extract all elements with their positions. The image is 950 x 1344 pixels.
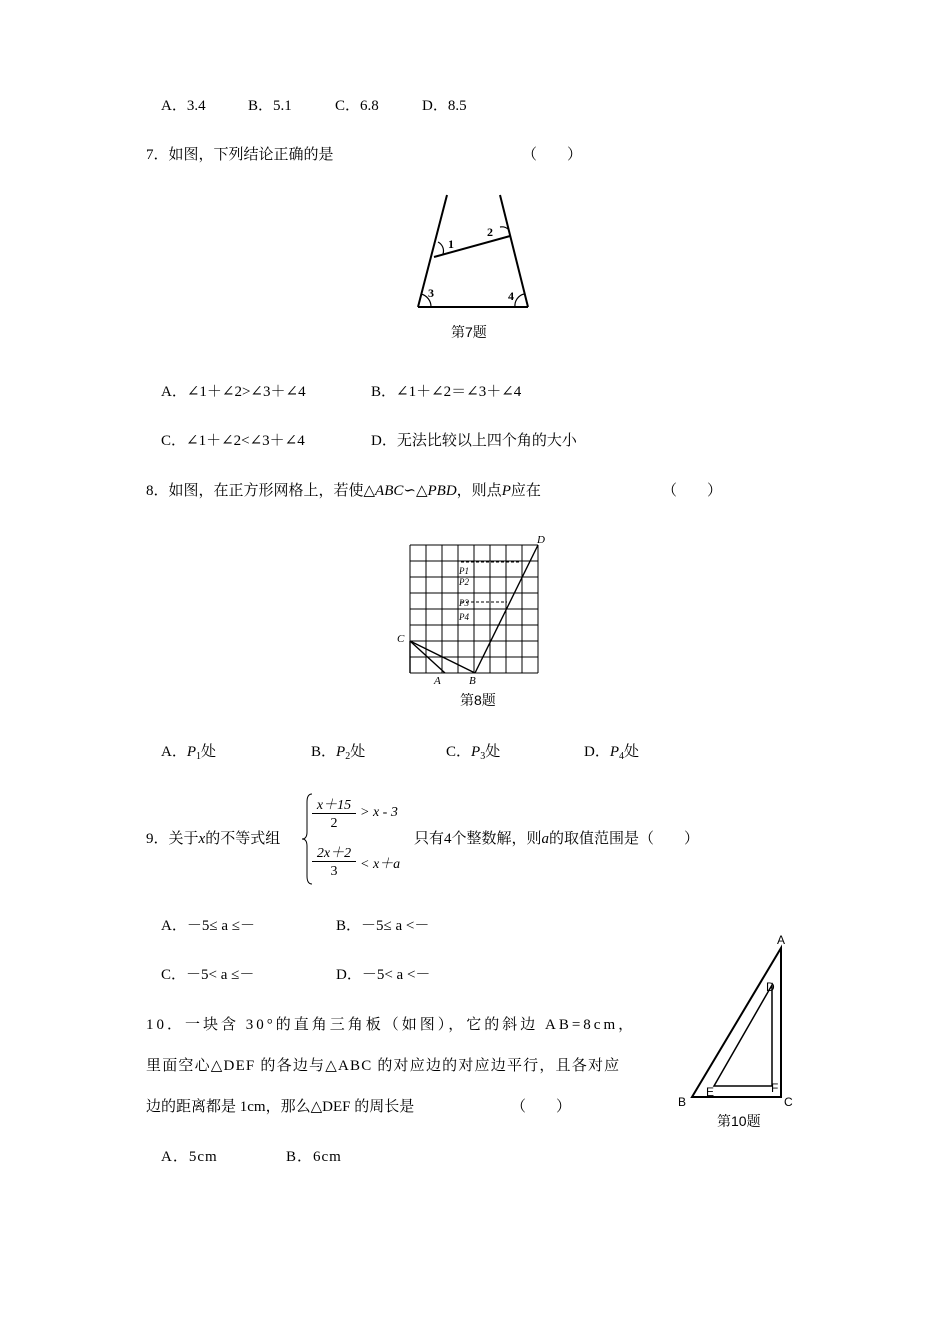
q9-inequality-system	[300, 792, 418, 886]
q7-caption: 第7题	[451, 324, 487, 340]
q9-option-a: A．－5≤ a ≤－	[161, 918, 255, 934]
q6-option-a: A．3.4	[161, 98, 206, 114]
q9-fraction2-numerator: 2x＋2	[316, 846, 352, 861]
q7-stem: 7．如图，下列结论正确的是	[146, 147, 334, 163]
q7-label-3: 3	[428, 286, 434, 300]
q8-option-b: B．$P_2$处	[311, 744, 366, 762]
q7-option-d: D．无法比较以上四个角的大小	[371, 433, 577, 449]
q9-fraction1-denominator: 2	[330, 816, 338, 831]
q8-label-a: A	[434, 675, 441, 687]
q8-label-p4: P4	[459, 612, 469, 622]
q8-label-d: D	[537, 534, 545, 546]
q9-option-d: D．－5< a <－	[336, 967, 431, 983]
q9-stem-suffix: 只有4个整数解，则a的取值范围是（ ）	[414, 831, 700, 847]
q10-option-b: B．6cm	[286, 1149, 342, 1165]
q10-outer-triangle-abc	[692, 948, 781, 1097]
q6-option-d: D．8.5	[422, 98, 467, 114]
q10-line-1: 10．一块含 30°的直角三角板（如图），它的斜边 AB=8cm，	[146, 1017, 637, 1033]
q7-angle1-arc	[438, 242, 443, 254]
q10-inner-triangle-def	[714, 985, 772, 1086]
q10-label-e: E	[706, 1085, 715, 1099]
q8-caption: 第8题	[460, 692, 496, 708]
q10-option-a: A．5cm	[161, 1149, 218, 1165]
q7-angle4-arc	[515, 294, 524, 307]
q10-line-3: 边的距离都是 1cm，那么△DEF 的周长是	[146, 1099, 415, 1115]
q7-transversal	[434, 236, 510, 257]
q9-rhs2: < x＋a	[360, 857, 401, 872]
q10-caption: 第10题	[717, 1113, 761, 1129]
q9-fraction2-bar	[312, 861, 356, 862]
q10-triangle-figure	[672, 930, 812, 1140]
q9-option-c: C．－5< a ≤－	[161, 967, 255, 983]
q8-label-p1: P1	[459, 566, 469, 576]
q9-rhs1: > x - 3	[360, 805, 398, 820]
q9-fraction1-numerator: x＋15	[316, 798, 352, 813]
q7-right-side	[500, 195, 528, 307]
q9-stem-prefix: 9．关于x的不等式组	[146, 831, 281, 847]
q8-stem: 8．如图，在正方形网格上，若使△ABC∽△PBD，则点P应在	[146, 483, 541, 499]
q8-grid	[410, 545, 538, 673]
q7-figure	[405, 190, 545, 315]
q6-option-c: C．6.8	[335, 98, 379, 114]
q8-answer-bracket: （ ）	[662, 483, 723, 499]
q8-label-p2: P2	[459, 577, 469, 587]
q10-answer-bracket: （ ）	[511, 1099, 572, 1115]
q8-label-c: C	[397, 633, 405, 645]
q10-label-d: D	[766, 980, 775, 994]
q10-label-a: A	[777, 933, 786, 947]
q8-option-c: C．$P_3$处	[446, 744, 501, 762]
q7-option-c: C．∠1＋∠2<∠3＋∠4	[161, 433, 305, 449]
q8-option-d: D．$P_4$处	[584, 744, 640, 762]
q9-fraction2-denominator: 3	[330, 864, 338, 879]
q7-label-1: 1	[448, 237, 454, 251]
q8-option-a: A．$P_1$处	[161, 744, 217, 762]
q8-grid-figure	[395, 532, 555, 687]
q10-line-2: 里面空心△DEF 的各边与△ABC 的对应边的对应边平行，且各对应	[146, 1058, 621, 1074]
q7-label-4: 4	[508, 289, 514, 303]
q8-label-p3: P3	[459, 598, 469, 608]
q7-answer-bracket: （ ）	[522, 147, 583, 163]
q10-label-c: C	[784, 1095, 793, 1109]
q7-option-b: B．∠1＋∠2＝∠3＋∠4	[371, 384, 522, 400]
q9-fraction1-bar	[312, 813, 356, 814]
q8-label-b: B	[469, 675, 476, 687]
q10-label-f: F	[771, 1081, 779, 1095]
q10-label-b: B	[678, 1095, 687, 1109]
q9-option-b: B．－5≤ a <－	[336, 918, 430, 934]
q6-option-b: B．5.1	[248, 98, 292, 114]
q7-label-2: 2	[487, 225, 493, 239]
q7-option-a: A．∠1＋∠2>∠3＋∠4	[161, 384, 306, 400]
